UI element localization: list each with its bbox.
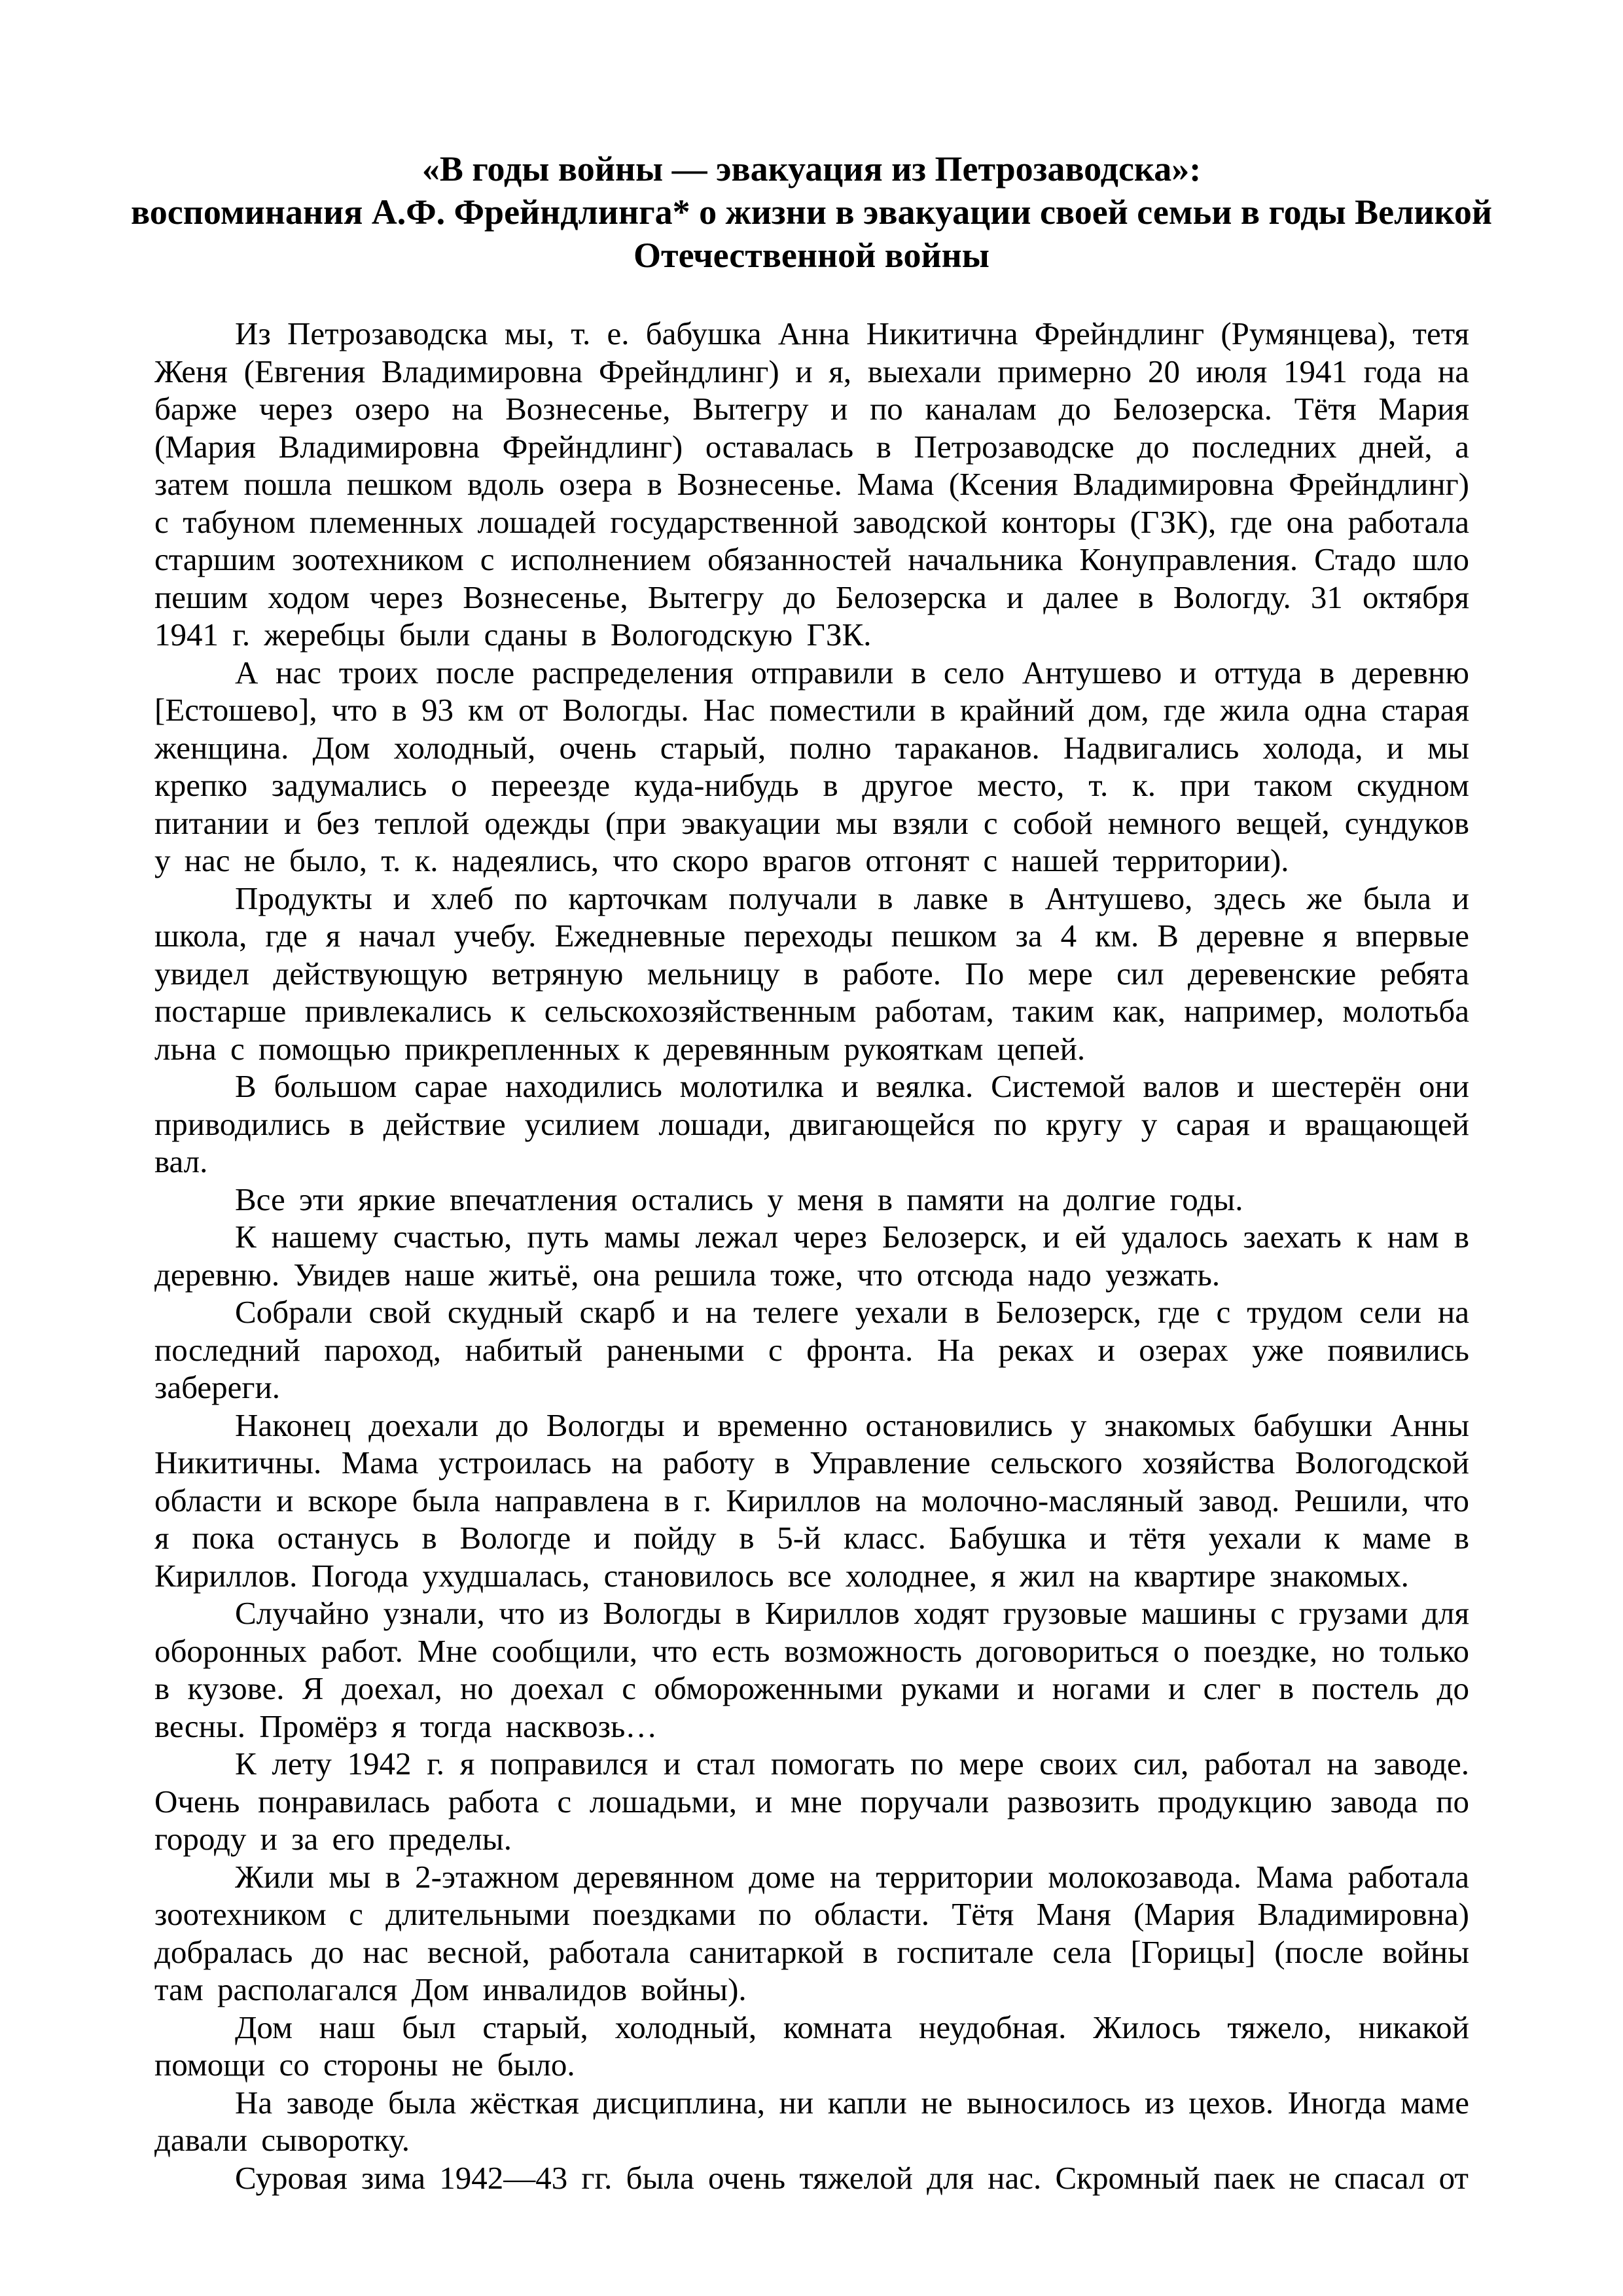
body-paragraph-3: Продукты и хлеб по карточкам получали в лавке в Антушево, здесь же была и школа, где я начал учебу. Ежедневные переходы пешком за 4 км. В деревне я впервые увидел действующую ветряную мельницу в работе. По мере сил деревенские ребята постарше привлекались к сельскохозяйственным работам, таким как, например, молотьба льна с помощью прикрепленных к деревянным рукояткам цепей. bbox=[154, 880, 1469, 1067]
body-paragraph-9: Случайно узнали, что из Вологды в Кириллов ходят грузовые машины с грузами для оборонных работ. Мне сообщили, что есть возможность договориться о поездке, но только в кузове. Я доехал, но доехал с обмороженными руками и ногами и слег в постель до весны. Промёрз я тогда насквозь… bbox=[154, 1595, 1469, 1744]
document-title bbox=[111, 147, 1512, 277]
body-paragraph-6: К нашему счастью, путь мамы лежал через Белозерск, и ей удалось заехать к нам в деревню. Увидев наше житьё, она решила тоже, что отсюда надо уезжать. bbox=[154, 1219, 1469, 1293]
body-paragraph-13: На заводе была жёсткая дисциплина, ни капли не выносилось из цехов. Иногда маме давали сыворотку. bbox=[154, 2084, 1469, 2158]
body-paragraph-10: К лету 1942 г. я поправился и стал помогать по мере своих сил, работал на заводе. Очень понравилась работа с лошадьми, и мне поручали развозить продукцию завода по городу и за его пределы. bbox=[154, 1746, 1469, 1857]
body-paragraph-7: Собрали свой скудный скарб и на телеге уехали в Белозерск, где с трудом сели на последний пароход, набитый ранеными с фронта. На реках и озерах уже появились забереги. bbox=[154, 1294, 1469, 1405]
body-paragraph-8: Наконец доехали до Вологды и временно остановились у знакомых бабушки Анны Никитичны. Мама устроилась на работу в Управление сельского хозяйства Вологодской области и вскоре была направлена в г. Кириллов на молочно-масляный завод. Решили, что я пока останусь в Вологде и пойду в 5-й класс. Бабушка и тётя уехали к маме в Кириллов. Погода ухудшалась, становилось все холоднее, я жил на квартире знакомых. bbox=[154, 1407, 1469, 1594]
body-paragraph-14: Суровая зима 1942—43 гг. была очень тяжелой для нас. Скромный паек не спасал от bbox=[235, 2159, 1469, 2196]
body-paragraph-2: А нас троих после распределения отправили в село Антушево и оттуда в деревню [Естошево], что в 93 км от Вологды. Нас поместили в крайний дом, где жила одна старая женщина. Дом холодный, очень старый, полно тараканов. Надвигались холода, и мы крепко задумались о переезде куда-нибудь в другое место, т. к. при таком скудном питании и без теплой одежды (при эвакуации мы взяли с собой немного вещей, сундуков у нас не было, т. к. надеялись, что скоро врагов отгонят с нашей территории). bbox=[154, 654, 1469, 878]
title-line-1: «В годы войны — эвакуация из Петрозаводска»: bbox=[421, 149, 1202, 188]
document-body bbox=[154, 315, 1469, 2197]
body-paragraph-11: Жили мы в 2-этажном деревянном доме на территории молокозавода. Мама работала зоотехником с длительными поездками по области. Тётя Маня (Мария Владимировна) добралась до нас весной, работала санитаркой в госпитале села [Горицы] (после войны там располагался Дом инвалидов войны). bbox=[154, 1858, 1469, 2007]
body-paragraph-5: Все эти яркие впечатления остались у меня в памяти на долгие годы. bbox=[235, 1181, 1243, 1217]
title-line-3: Отечественной войны bbox=[633, 236, 990, 275]
body-paragraph-12: Дом наш был старый, холодный, комната неудобная. Жилось тяжело, никакой помощи со стороны не было. bbox=[154, 2009, 1469, 2083]
title-line-2: воспоминания А.Ф. Фрейндлинга* о жизни в эвакуации своей семьи в годы Великой bbox=[130, 192, 1493, 232]
body-paragraph-4: В большом сарае находились молотилка и веялка. Системой валов и шестерён они приводились в действие усилием лошади, двигающейся по кругу у сарая и вращающей вал. bbox=[154, 1068, 1469, 1179]
body-paragraph-1: Из Петрозаводска мы, т. е. бабушка Анна Никитична Фрейндлинг (Румянцева), тетя Женя (Евгения Владимировна Фрейндлинг) и я, выехали примерно 20 июля 1941 года на барже через озеро на Вознесенье, Вытегру и по каналам до Белозерска. Тётя Мария (Мария Владимировна Фрейндлинг) оставалась в Петрозаводске до последних дней, а затем пошла пешком вдоль озера в Вознесенье. Мама (Ксения Владимировна Фрейндлинг) с табуном племенных лошадей государственной заводской конторы (ГЗК), где она работала старшим зоотехником с исполнением обязанностей начальника Конуправления. Стадо шло пешим ходом через Вознесенье, Вытегру до Белозерска и далее в Вологду. 31 октября 1941 г. жеребцы были сданы в Вологодскую ГЗК. bbox=[154, 315, 1469, 653]
